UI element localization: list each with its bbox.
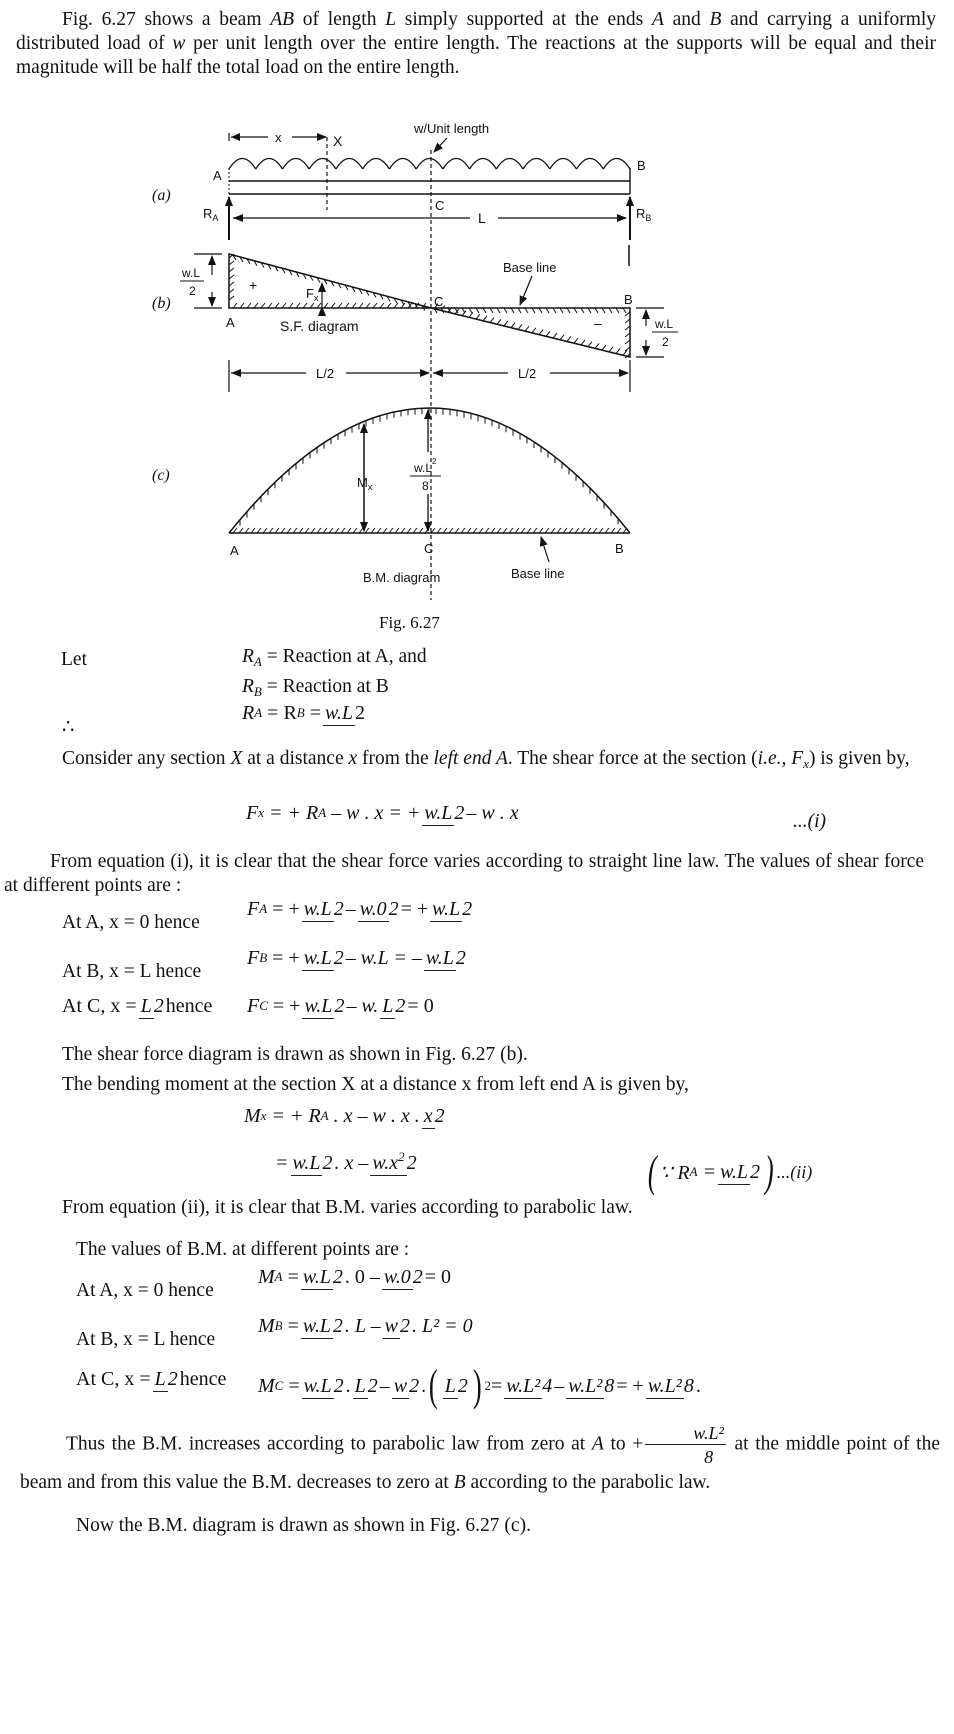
sfd-positive-region	[229, 254, 431, 308]
hatch-mark	[623, 350, 627, 355]
bending-moment-equation-line2: = w.L 2 . x – $w.x^2$ 2	[275, 1149, 417, 1174]
sf-cond-a: At A, x = 0 hence	[62, 912, 200, 933]
sfd-point-b: B	[624, 292, 633, 307]
bm-cond-a: At A, x = 0 hence	[76, 1280, 214, 1301]
final-line: Now the B.M. diagram is drawn as shown in Fig. 6.27 (c).	[76, 1515, 531, 1536]
bm-at-a: M A = w.L 2 . 0 – w.0 2 = 0	[258, 1265, 452, 1288]
hatch-mark	[553, 333, 557, 338]
reaction-b-label: $R_B$	[636, 206, 652, 223]
reactions-equation: R A = R B = w.L 2	[242, 701, 366, 724]
hatch-mark	[546, 331, 550, 336]
point-c-label: C	[435, 198, 445, 213]
shear-force-equation: F x = + R A – w . x = + w.L 2 – w . x	[246, 801, 519, 824]
sf-at-a: F A = + w.L 2 – w.0 2 = + w.L 2	[247, 897, 473, 920]
bmd-title: B.M. diagram	[363, 570, 441, 585]
bmd-base-line-pointer	[541, 537, 549, 562]
bm-cond-b: At B, x = L hence	[76, 1329, 216, 1350]
section-paragraph: Consider any section X at a distance x from the left end A. The shear force at the section (i.e., $F_x$) is given by,	[62, 748, 910, 771]
text: A	[651, 9, 664, 30]
hatch-mark	[567, 336, 571, 341]
panel-c-bending-moment-diagram	[152, 408, 630, 585]
text: L	[385, 9, 397, 30]
after-eq2-line: From equation (ii), it is clear that B.M. varies according to parabolic law.	[62, 1197, 633, 1218]
sfd-drawn-line: The shear force diagram is drawn as shown in Fig. 6.27 (b).	[62, 1044, 528, 1065]
text: simply supported at the ends	[396, 9, 652, 30]
hatch-mark	[609, 347, 613, 352]
hatch-mark	[588, 342, 592, 347]
sfd-point-a: A	[226, 315, 235, 330]
left-value-denominator: 2	[189, 284, 196, 298]
max-bm-numerator: $w.L^2$	[414, 457, 437, 475]
load-label: w/Unit length	[414, 121, 490, 136]
ra-definition: $R_A$ = Reaction at A, and	[242, 646, 427, 669]
panel-b-shear-force-diagram	[152, 245, 678, 392]
text: per unit length over the entire length. The reactions at the supports will be equal and their magnitude will be half the total load on the entire length.	[16, 33, 936, 78]
hatch-mark	[595, 343, 599, 348]
text: Fig. 6.27 shows a beam	[62, 9, 271, 30]
text: w	[172, 33, 186, 54]
text: and carrying a uniformly distributed load of	[16, 9, 937, 54]
hatch-mark	[483, 316, 487, 321]
bm-cond-c: At C, x = L 2 hence	[76, 1367, 227, 1390]
sfd-base-line-label: Base line	[503, 260, 557, 275]
right-value-denominator: 2	[662, 335, 669, 349]
bm-values-intro: The values of B.M. at different points are :	[76, 1239, 410, 1260]
hatch-mark	[518, 324, 522, 329]
hatch-mark	[469, 312, 473, 317]
hatch-mark	[602, 345, 606, 350]
beam-figure	[0, 120, 954, 640]
text: AB	[270, 9, 295, 30]
panel-a-label: (a)	[152, 187, 171, 204]
sf-cond-b: At B, x = L hence	[62, 961, 202, 982]
sf-cond-c: At C, x = L 2 hence	[62, 994, 213, 1017]
bmd-point-c: C	[424, 541, 434, 556]
hatch-mark	[497, 319, 501, 324]
hatch-mark	[490, 318, 494, 323]
bmd-base-line-label: Base line	[511, 566, 565, 581]
uniform-load-arcs	[229, 159, 630, 170]
hatch-mark	[581, 340, 585, 345]
panel-a-loaded-beam	[152, 121, 651, 600]
because-ra-note: ( ∵ R A = w.L 2 ) ...(ii)	[647, 1147, 813, 1196]
point-a-label: A	[213, 168, 222, 183]
left-value-numerator: w.L	[182, 266, 201, 280]
conclusion-paragraph: Thus the B.M. increases according to parabolic law from zero at A to + $\frac{\text{w.L²}}{8}$ at the middle point of the beam and from this value the B.M. decreases to zero at B according to the parabolic law.	[20, 1423, 940, 1493]
equation-tag-i: ...(i)	[793, 811, 827, 832]
let-word: Let	[61, 649, 87, 670]
panel-c-label: (c)	[152, 467, 170, 484]
point-b-label: B	[637, 158, 646, 173]
length-label: L	[478, 210, 486, 226]
figure-caption: Fig. 6.27	[379, 613, 440, 632]
hatch-mark	[532, 328, 536, 333]
bmd-point-a: A	[230, 543, 239, 558]
text: and	[663, 9, 710, 30]
panel-b-label: (b)	[152, 295, 171, 312]
rb-definition: $R_B$ = Reaction at B	[242, 676, 389, 699]
bm-at-b: M B = w.L 2 . L – w 2 . L² = 0	[258, 1314, 473, 1337]
sf-at-c: F C = + w.L 2 – w. L 2 = 0	[247, 994, 434, 1017]
sfd-base-line-pointer	[520, 276, 532, 305]
load-arc	[229, 159, 630, 170]
half-span-right-label: L/2	[518, 366, 537, 381]
mx-label: $M_x$	[357, 475, 373, 492]
section-x-label: X	[333, 133, 343, 149]
hatch-mark	[504, 321, 508, 326]
fx-label: $F_x$	[306, 286, 319, 303]
bmd-point-b: B	[615, 541, 624, 556]
sf-at-b: F B = + w.L 2 – w.L = – w.L 2	[247, 946, 466, 969]
hatch-mark	[574, 338, 578, 343]
sfd-point-c: C	[434, 294, 444, 309]
hatch-mark	[476, 314, 480, 319]
x-dim-label: x	[275, 130, 282, 145]
after-eq1-paragraph: From equation (i), it is clear that the shear force varies according to straight line law. The values of shear force at different points are :	[4, 851, 924, 896]
hatch-mark	[525, 326, 529, 331]
load-pointer-arrow	[434, 138, 447, 152]
hatch-mark	[511, 323, 515, 328]
hatch-mark	[560, 335, 564, 340]
text: B	[709, 9, 722, 30]
reaction-a-label: $R_A$	[203, 206, 219, 223]
half-span-left-label: L/2	[316, 366, 335, 381]
max-bm-denominator: 8	[422, 479, 429, 493]
sfd-minus-sign: –	[594, 315, 602, 331]
sfd-plus-sign: +	[249, 277, 258, 293]
hatch-mark	[539, 330, 543, 335]
sfd-title: S.F. diagram	[280, 318, 359, 334]
text: of length	[294, 9, 386, 30]
bm-at-c: M C = w.L 2 . L 2 – w 2 . ( L 2 ) 2 = w.L² 4 – w.L² 8 = + w.L² 8 .	[258, 1361, 701, 1410]
bm-intro-line: The bending moment at the section X at a distance x from left end A is given by,	[62, 1074, 689, 1095]
right-value-numerator: w.L	[655, 317, 674, 331]
bending-moment-equation-line1: M x = + R A . x – w . x . x 2	[244, 1104, 445, 1127]
x-dim-arrowhead-left	[231, 133, 240, 141]
hatch-mark	[616, 349, 620, 354]
intro-paragraph	[16, 8, 936, 80]
therefore-symbol: ∴	[62, 717, 75, 738]
